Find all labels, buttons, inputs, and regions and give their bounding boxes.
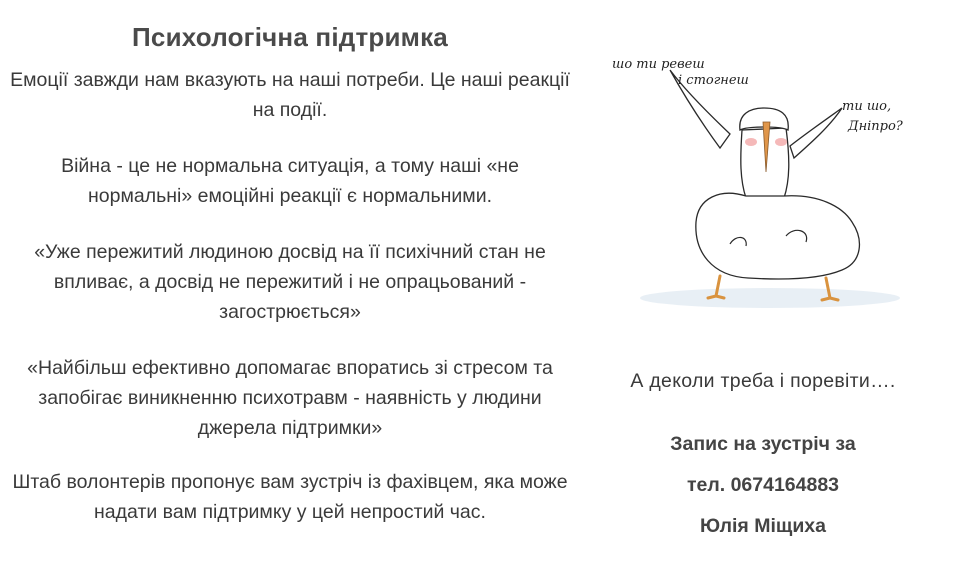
speech-left-line1: шо ти ревеш bbox=[612, 57, 705, 72]
contact-block bbox=[580, 424, 946, 547]
caption: А деколи треба і поревіти…. bbox=[630, 370, 896, 392]
speech-right-line2: Дніпро? bbox=[848, 119, 903, 134]
speech-right-line1: ти шо, bbox=[842, 99, 892, 114]
speech-left-line2: і стогнеш bbox=[678, 73, 749, 88]
goose-blush-right bbox=[775, 138, 787, 146]
goose-right-wing bbox=[790, 108, 842, 158]
contact-phone: тел. 0674164883 bbox=[686, 474, 840, 496]
contact-name: Юлія Міщиха bbox=[699, 515, 827, 537]
paragraph-volunteers: Штаб волонтерів пропонує вам зустріч із фахівцем, яка може надати вам підтримку у цей непростий час. bbox=[12, 471, 568, 523]
text-column bbox=[0, 22, 580, 527]
paragraph-quote-experience: «Уже пережитий людиною досвід на її психічний стан не впливає, а досвід не пережитий і не опрацьований - загострюється» bbox=[34, 241, 546, 323]
illustration-column bbox=[580, 0, 960, 561]
contact-line-appointment: Запис на зустріч за bbox=[670, 433, 856, 455]
paragraph-quote-support: «Найбільш ефективно допомагає впоратись зі стресом та запобігає виникненню психотравм - наявність у людини джерела підтримки» bbox=[27, 357, 553, 439]
goose-blush-left bbox=[745, 138, 757, 146]
page-title: Психологічна підтримка bbox=[132, 22, 448, 52]
paragraph-emotions: Емоції завжди нам вказують на наші потреби. Це наші реакції на події. bbox=[10, 69, 570, 121]
goose-body bbox=[696, 193, 860, 279]
goose-drawing-icon bbox=[580, 30, 960, 320]
paragraph-war: Війна - це не нормальна ситуація, а тому наші «не нормальні» емоційні реакції є нормальними. bbox=[61, 155, 519, 207]
floor-shadow bbox=[640, 288, 900, 308]
